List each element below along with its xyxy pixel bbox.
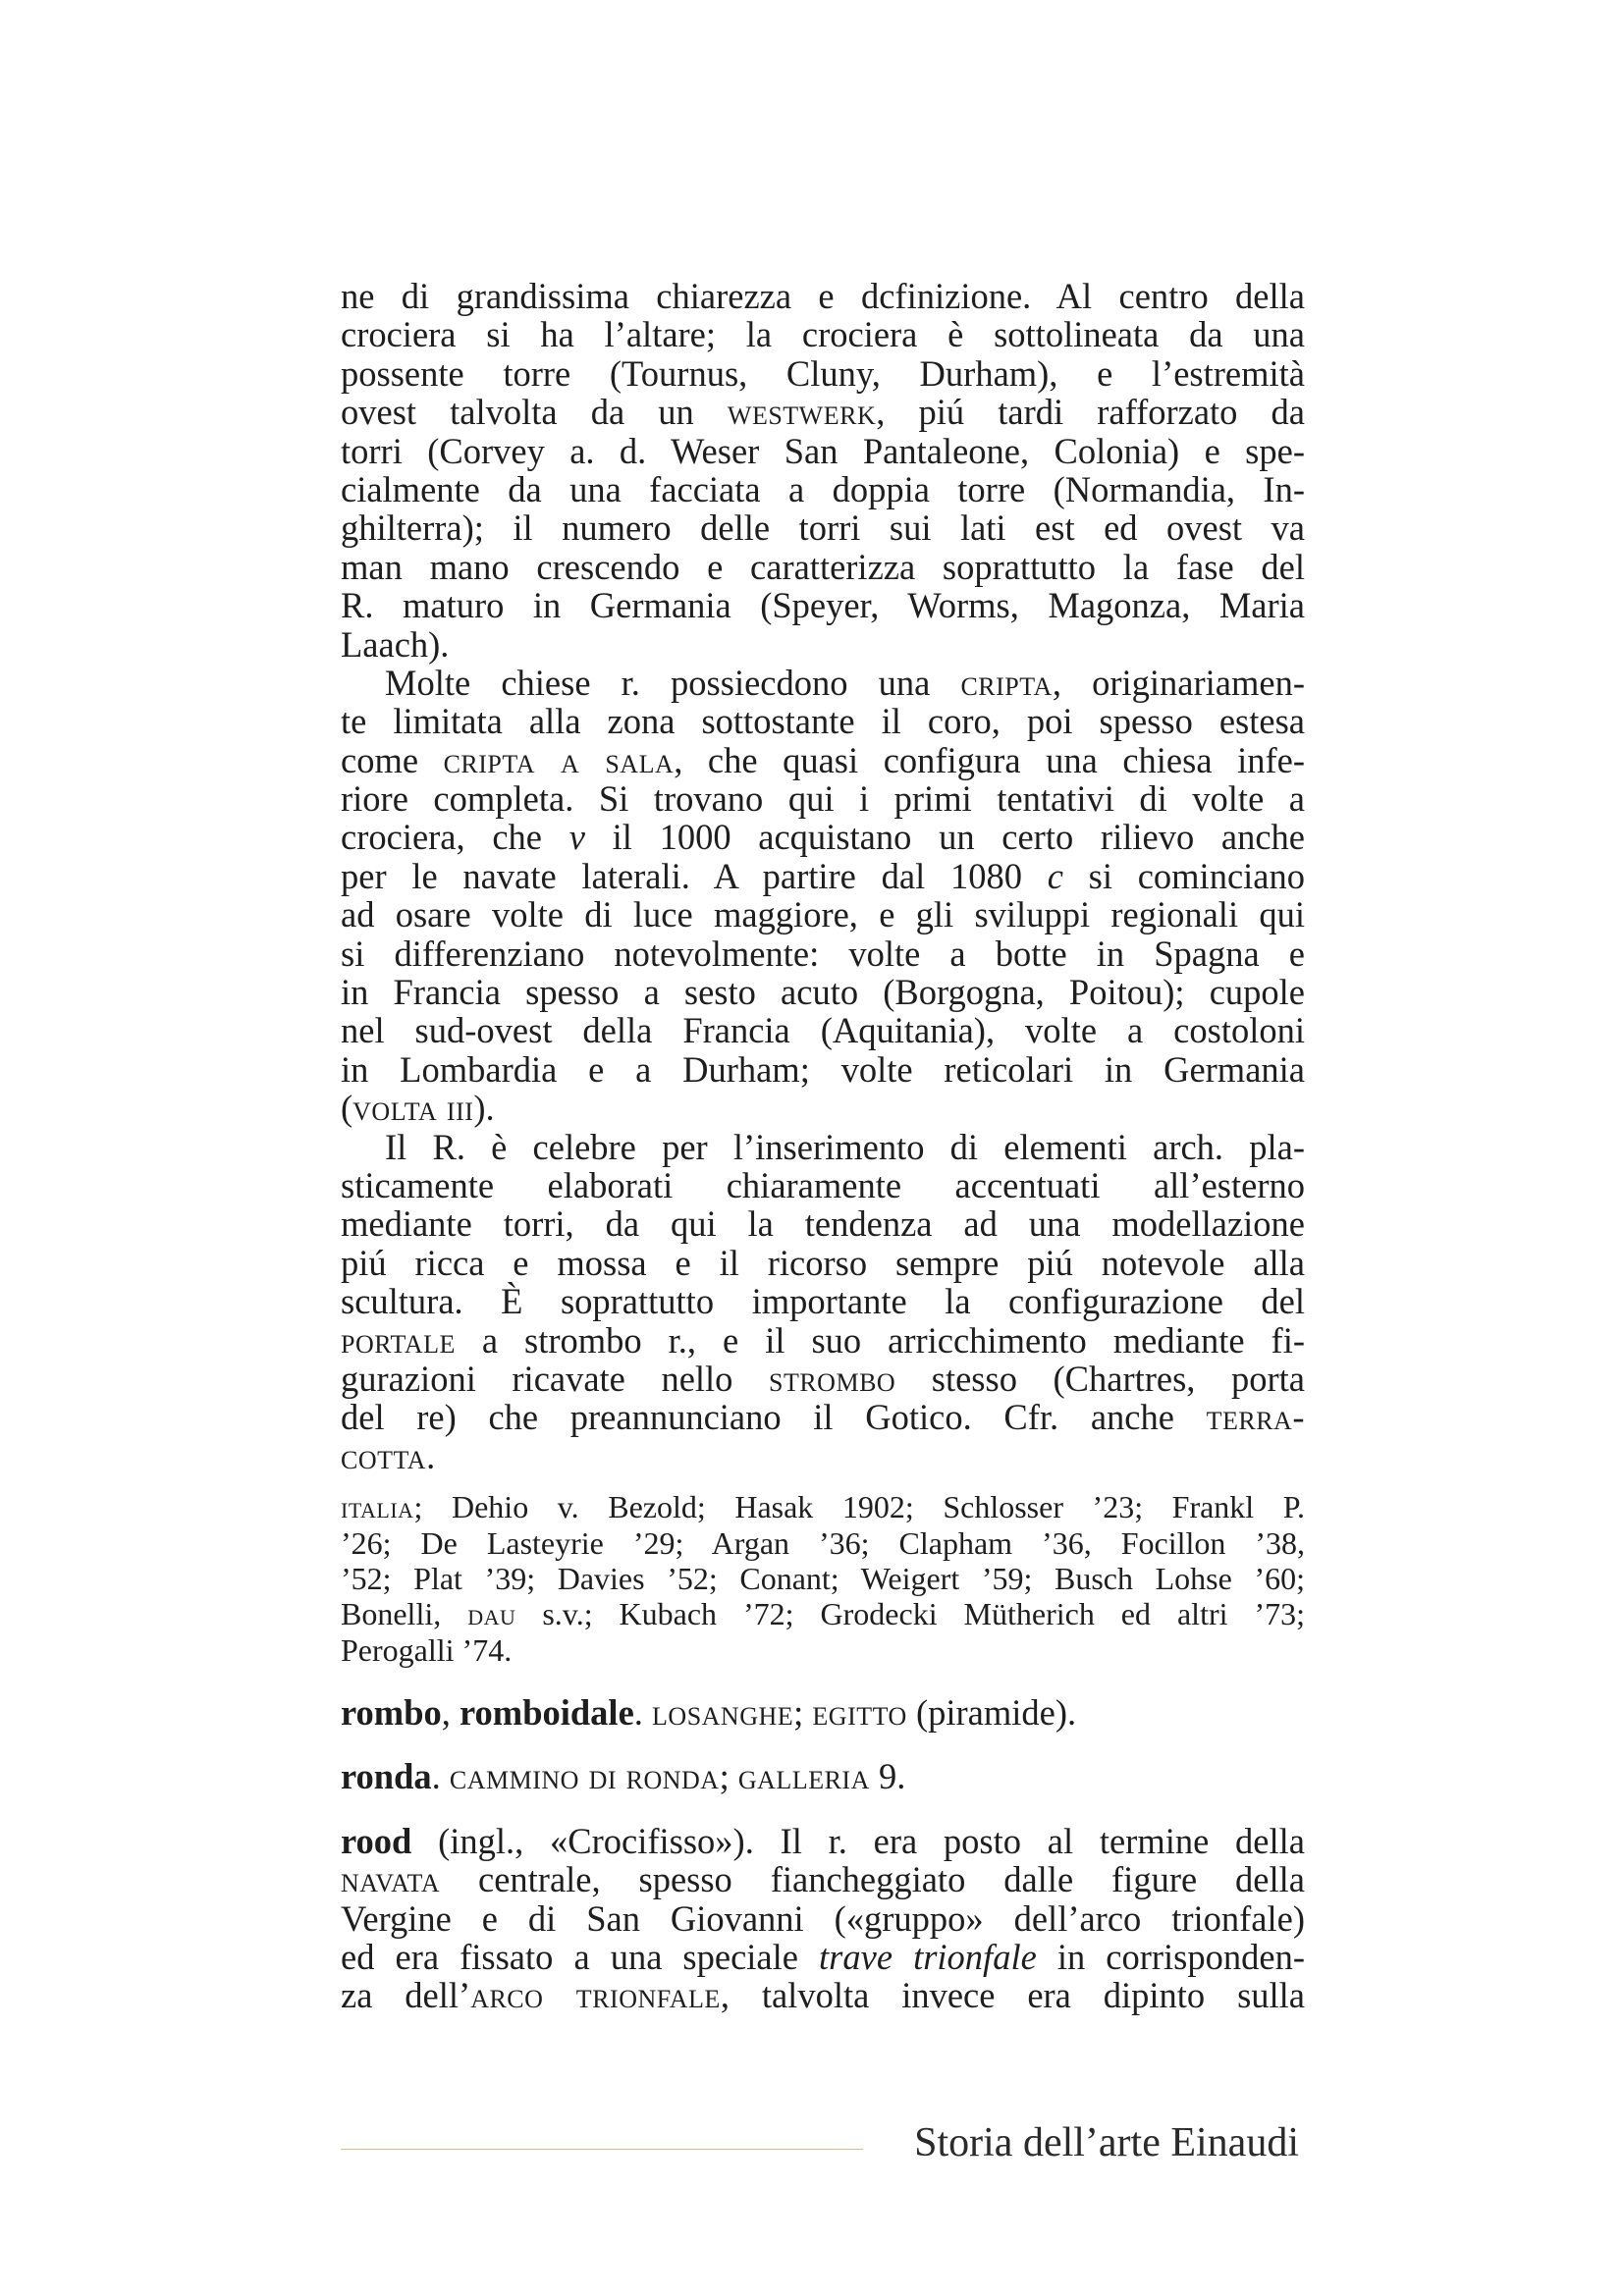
text-line: riore completa. Si trovano qui i primi tentativi di volte a [341, 778, 1305, 820]
text-line: rood (ingl., «Crocifisso»). Il r. era posto al termine della [341, 1820, 1305, 1861]
entry-rood [341, 1822, 1305, 2015]
spacer [341, 1796, 1305, 1822]
text-line: si differenziano notevolmente: volte a botte in Spagna e [341, 933, 1305, 974]
text-line: torri (Corvey a. d. Weser San Pantaleone, Colonia) e spe- [341, 430, 1305, 471]
text-line: ghilterra); il numero delle torri sui lati est ed ovest va [341, 507, 1305, 549]
text-line: R. maturo in Germania (Speyer, Worms, Magonza, Maria [341, 585, 1305, 626]
paragraph [341, 277, 1305, 664]
bibliography-line: ’26; De Lasteyrie ’29; Argan ’36; Clapham ’36, Focillon ’38, [341, 1524, 1305, 1561]
text-line: per le navate laterali. A partire dal 1080 c si cominciano [341, 855, 1305, 896]
cross-reference: westwerk [727, 392, 877, 433]
text-line: scultura. È soprattutto importante la configurazione del [341, 1281, 1305, 1322]
cross-reference: cotta [341, 1435, 427, 1476]
text-line: possente torre (Tournus, Cluny, Durham), e l’estremità [341, 352, 1305, 394]
text-line: cialmente da una facciata a doppia torre (Normandia, In- [341, 468, 1305, 509]
cross-reference: galleria [737, 1756, 870, 1797]
text-line: nel sud-ovest della Francia (Aquitania), volte a costoloni [341, 1010, 1305, 1051]
cross-reference: egitto [812, 1692, 907, 1734]
cross-reference: losanghe [652, 1692, 794, 1734]
text-line: come cripta a sala, che quasi configura una chiesa infe- [341, 739, 1305, 780]
bibliography-line: Bonelli, dau s.v.; Kubach ’72; Grodecki Mütherich ed altri ’73; [341, 1596, 1306, 1632]
spacer [341, 1668, 1305, 1693]
bibliography-line: Perogalli ’74. [341, 1631, 513, 1668]
footer-publisher: Storia dell’arte Einaudi [914, 2120, 1299, 2165]
entry-headword: romboidale [460, 1692, 634, 1734]
text-line: (volta iii). [341, 1088, 495, 1129]
text-line: crociera si ha l’altare; la crociera è sottolineata da una [341, 314, 1305, 355]
entry-rombo [341, 1693, 1305, 1732]
cross-reference: arco trionfale [470, 1975, 721, 2016]
text-line: ovest talvolta da un westwerk, piú tardi rafforzato da [341, 392, 1305, 433]
italic-abbrev: v [568, 817, 585, 858]
text-line: navata centrale, spesso fiancheggiato dalle figure della [341, 1859, 1305, 1900]
text-line: cotta. [341, 1435, 436, 1476]
text-line: piú ricca e mossa e il ricorso sempre piú notevole alla [341, 1242, 1305, 1283]
cross-reference: portale [341, 1319, 456, 1361]
text-line: portale a strombo r., e il suo arricchimento mediante fi- [341, 1319, 1305, 1361]
cross-reference: cripta a sala [443, 739, 675, 780]
bibliography [341, 1489, 1305, 1668]
entry-ronda [341, 1757, 1305, 1795]
entry-headword: rood [341, 1820, 412, 1861]
italic-term: trave trionfale [819, 1937, 1037, 1978]
page-body [341, 277, 1305, 2015]
italic-abbrev: c [1047, 855, 1063, 896]
text-line: man mano crescendo e caratterizza soprattutto la fase del [341, 546, 1305, 587]
paragraph [341, 664, 1305, 1128]
text-line: Vergine e di San Giovanni («gruppo» dell’arco trionfale) [341, 1897, 1305, 1939]
text-line: ronda. cammino di ronda; galleria 9. [341, 1756, 906, 1797]
cross-reference: dau [467, 1596, 516, 1632]
text-line: in Lombardia e a Durham; volte reticolari in Germania [341, 1048, 1305, 1090]
bibliography-line: ’52; Plat ’39; Davies ’52; Conant; Weigert ’59; Busch Lohse ’60; [341, 1560, 1305, 1596]
entry-headword: ronda [341, 1756, 432, 1797]
footer-rule [341, 2149, 863, 2150]
spacer [341, 1732, 1305, 1757]
bibliography-line: italia; Dehio v. Bezold; Hasak 1902; Schlosser ’23; Frankl P. [341, 1489, 1305, 1525]
cross-reference: cripta [960, 662, 1053, 703]
paragraph [341, 1128, 1305, 1476]
text-line: del re) che preannunciano il Gotico. Cfr. anche terra- [341, 1397, 1305, 1438]
cross-reference: italia [341, 1489, 414, 1525]
text-line: Laach). [341, 623, 450, 665]
text-line: mediante torri, da qui la tendenza ad una modellazione [341, 1203, 1305, 1245]
text-line: Molte chiese r. possiecdono una cripta, originariamen- [385, 662, 1305, 703]
text-line: in Francia spesso a sesto acuto (Borgogna, Poitou); cupole [341, 972, 1305, 1013]
text-line: Il R. è celebre per l’inserimento di elementi arch. pla- [385, 1126, 1305, 1167]
text-line: ed era fissato a una speciale trave trionfale in corrisponden- [341, 1937, 1305, 1978]
text-line: crociera, che v il 1000 acquistano un certo rilievo anche [341, 817, 1305, 858]
text-line: ad osare volte di luce maggiore, e gli sviluppi regionali qui [341, 894, 1305, 935]
text-line: gurazioni ricavate nello strombo stesso (Chartres, porta [341, 1358, 1305, 1399]
text-line: sticamente elaborati chiaramente accentuati all’esterno [341, 1164, 1305, 1205]
cross-reference: strombo [768, 1358, 896, 1399]
text-line: za dell’arco trionfale, talvolta invece era dipinto sulla [341, 1975, 1306, 2016]
cross-reference: volta iii [352, 1088, 474, 1129]
text-line: te limitata alla zona sottostante il coro, poi spesso estesa [341, 701, 1305, 742]
cross-reference: cammino di ronda [449, 1756, 720, 1797]
text-line: rombo, romboidale. losanghe; egitto (piramide). [341, 1692, 1077, 1734]
text-line: ne di grandissima chiarezza e dcfinizione. Al centro della [341, 276, 1305, 316]
entry-headword: rombo [341, 1692, 442, 1734]
cross-reference: terra- [1206, 1397, 1305, 1438]
spacer [341, 1475, 1305, 1489]
cross-reference: navata [341, 1859, 441, 1900]
